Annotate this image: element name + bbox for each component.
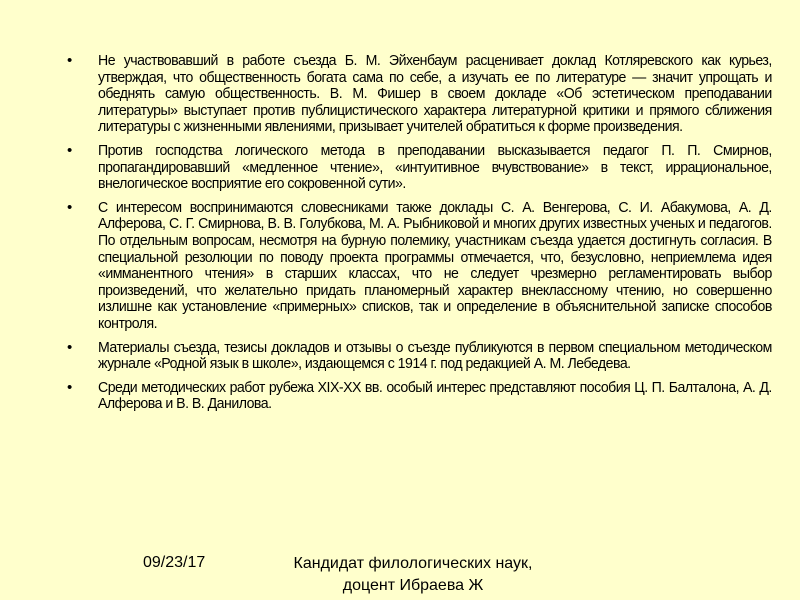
bullet-item-5 bbox=[64, 380, 772, 413]
bullet-dot-icon: • bbox=[67, 198, 72, 216]
bullet-dot-icon: • bbox=[67, 338, 72, 356]
bullet-item-1 bbox=[64, 53, 772, 136]
footer-date: 09/23/17 bbox=[143, 554, 206, 571]
bullet-dot-icon: • bbox=[67, 378, 72, 396]
bullet-item-3 bbox=[64, 200, 772, 333]
bullet-list bbox=[64, 53, 772, 413]
bullet-dot-icon: • bbox=[67, 141, 72, 159]
bullet-text: Материалы съезда, тезисы докладов и отзывы о съезде публикуются в первом специальном методическом журнале «Родной язык в школе», издающемся с 1914 г. под редакцией А. М. Лебедева. bbox=[98, 338, 772, 373]
bullet-item-2 bbox=[64, 143, 772, 193]
footer-author: Кандидат филологических наук, доцент Ибраева Ж bbox=[293, 555, 533, 594]
bullet-text: Против господства логического метода в преподавании высказывается педагог П. П. Смирнов, пропагандировавший «медленное чтение», «интуитивное вчувствование» в текст, иррациональное, внелогическое восприятие его сокровенной сути». bbox=[98, 141, 772, 193]
slide-content bbox=[64, 53, 772, 420]
bullet-text: Среди методических работ рубежа XIX-XX вв. особый интерес представляют пособия Ц. П. Балталона, А. Д. Алферова и В. В. Данилова. bbox=[98, 378, 772, 413]
bullet-dot-icon: • bbox=[67, 52, 72, 69]
bullet-text: С интересом воспринимаются словесниками также доклады С. А. Венгерова, С. И. Абакумова, А. Д. Алферова, С. Г. Смирнова, В. В. Голубкова, М. А. Рыбниковой и многих других известных ученых и педагогов. По отдельным вопросам, несмотря на бурную полемику, участникам съезда удается достигнуть согласия. В специальной резолюции по поводу проекта программы отмечается, что, безусловно, неприемлема идея «имманентного чтения» в старших классах, что не следует чрезмерно регламентировать выбор произведений, что желательно придать планомерный характер внеклассному чтению, но совершенно излишне как установление «примерных» списков, так и определение в объяснительной записке способов контроля. bbox=[98, 198, 772, 332]
bullet-item-4 bbox=[64, 340, 772, 373]
bullet-text: Не участвовавший в работе съезда Б. М. Эйхенбаум расценивает доклад Котляревского как курьез, утверждая, что общественность богата сама по себе, а изучать ее по литературе — значит упрощать и обеднять самую общественность. В. М. Фишер в своем докладе «Об эстетическом преподавании литературы» выступает против публицистического характера литературной критики и прямого сближения литературы с жизненными явлениями, призывает учителей обратиться к форме произведения. bbox=[98, 52, 772, 136]
